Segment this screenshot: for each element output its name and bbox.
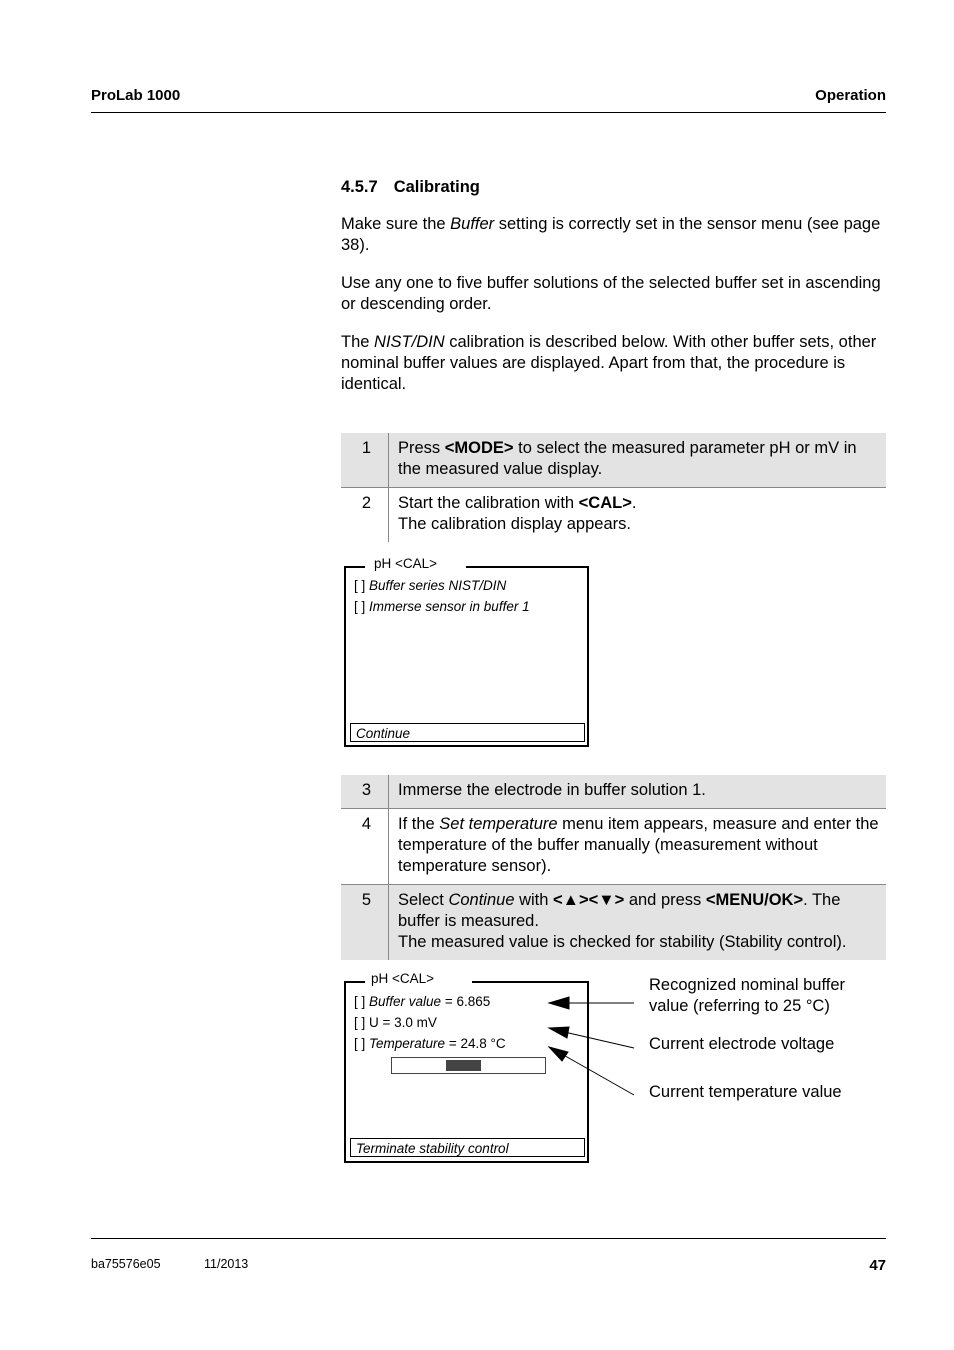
step-row: 4 If the Set temperature menu item appears, measure and enter the temperature of the buffer manually (measurement without temperature sensor). (341, 809, 886, 885)
step-row: 3 Immerse the electrode in buffer solution 1. (341, 775, 886, 809)
header-product: ProLab 1000 (91, 87, 181, 104)
paragraph-1: Make sure the Buffer setting is correctly set in the sensor menu (see page 38). (341, 215, 881, 254)
temperature-line: [ ] Temperature = 24.8 °C (354, 1036, 506, 1051)
stability-indicator (446, 1060, 481, 1071)
footer-doc-number: ba75576e05 (91, 1257, 161, 1271)
stability-progress-bar (391, 1057, 546, 1074)
arrow-icon (549, 997, 569, 1009)
section-heading (341, 178, 480, 197)
arrow-icon (549, 1047, 568, 1061)
buffer-value-line: [ ] Buffer value = 6.865 (354, 994, 491, 1009)
step-row: 5 Select Continue with <▲><▼> and press <MENU/OK>. The buffer is measured. The measured value is checked for stability (Stability control). (341, 885, 886, 961)
annotation-buffer: Recognized nominal buffer value (referring to 25 °C) (649, 976, 845, 1015)
annotation-arrows (540, 990, 640, 1100)
display-line: [ ] Immerse sensor in buffer 1 (354, 599, 530, 614)
paragraph-2: Use any one to five buffer solutions of the selected buffer set in ascending or descending order. (341, 274, 881, 313)
softkey-terminate[interactable]: Terminate stability control (350, 1138, 585, 1157)
steps-table-2 (341, 775, 886, 960)
footer-rule (91, 1238, 886, 1239)
display-line: [ ] Buffer series NIST/DIN (354, 578, 507, 593)
step-row: 2 Start the calibration with <CAL>. The calibration display appears. (341, 488, 886, 543)
softkey-continue[interactable]: Continue (350, 723, 585, 742)
arrow-icon (549, 1027, 569, 1038)
header-rule (91, 112, 886, 113)
section-number: 4.5.7 (341, 178, 378, 196)
page-number: 47 (869, 1257, 886, 1274)
header-chapter: Operation (815, 87, 886, 104)
display-title: pH <CAL> (374, 556, 438, 571)
step-row: 1 Press <MODE> to select the measured parameter pH or mV in the measured value display. (341, 433, 886, 488)
voltage-line: [ ] U = 3.0 mV (354, 1015, 437, 1030)
display-title: pH <CAL> (371, 971, 435, 986)
steps-table-1 (341, 433, 886, 542)
calibration-display-1 (344, 556, 589, 747)
annotation-temperature: Current temperature value (649, 1083, 842, 1101)
footer-date: 11/2013 (204, 1257, 249, 1271)
annotation-voltage: Current electrode voltage (649, 1035, 835, 1053)
paragraph-3: The NIST/DIN calibration is described below. With other buffer sets, other nominal buffer values are displayed. Apart from that, the procedure is identical. (341, 333, 877, 393)
section-title: Calibrating (393, 178, 480, 196)
